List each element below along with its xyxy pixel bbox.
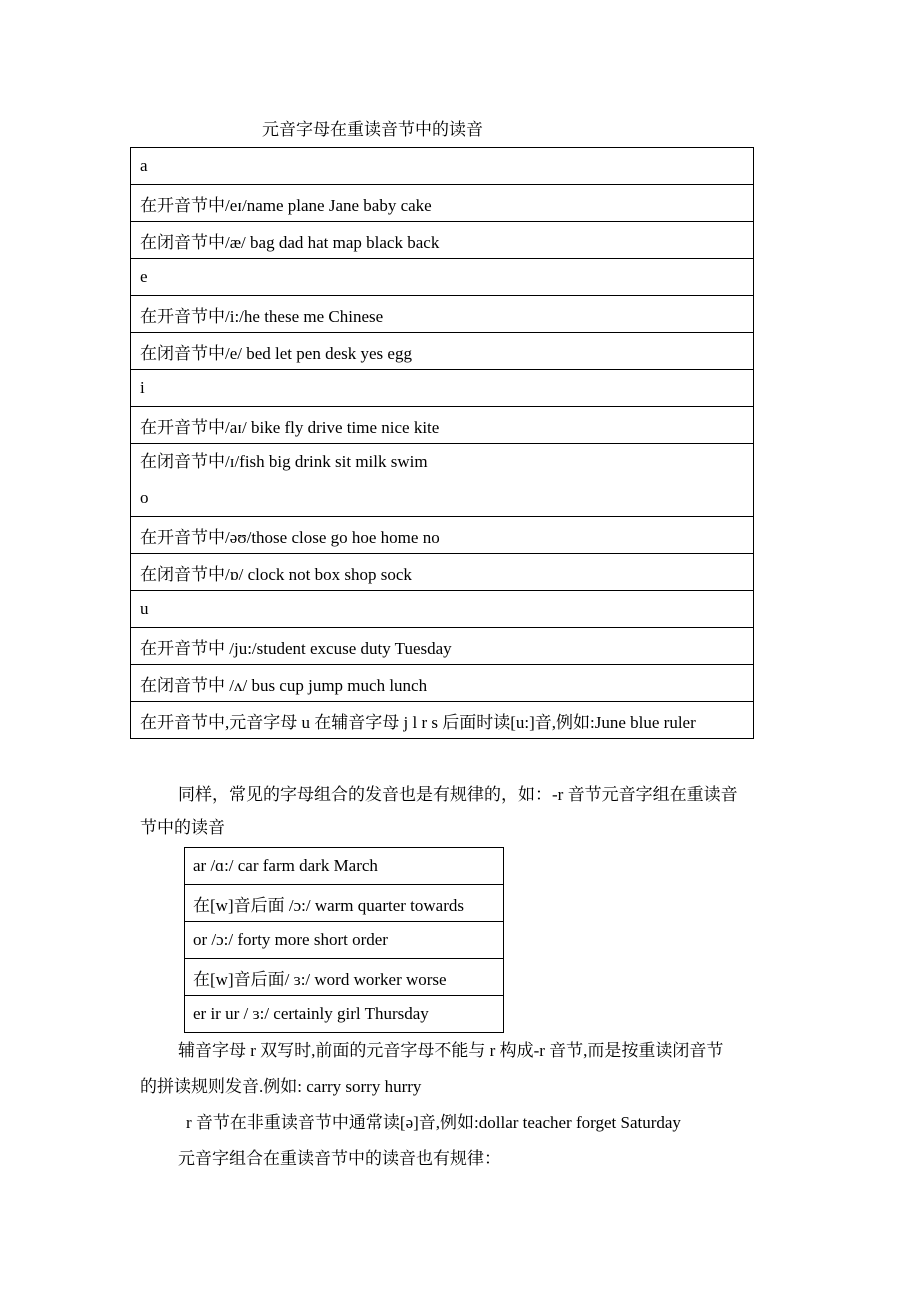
table-row: [131, 148, 754, 185]
table-cell: 在开音节中 /ju:/student excuse duty Tuesday: [131, 628, 754, 665]
table-cell: 在闭音节中 /ʌ/ bus cup jump much lunch: [131, 665, 754, 702]
table-row: [131, 628, 754, 665]
table-row: [131, 259, 754, 296]
table-title: 元音字母在重读音节中的读音: [262, 120, 483, 139]
table-row: [185, 885, 504, 922]
table-cell: ar /ɑ:/ car farm dark March: [185, 848, 504, 885]
table-cell: 在开音节中/eɪ/name plane Jane baby cake: [131, 185, 754, 222]
table-row: [131, 591, 754, 628]
table-cell: 在[w]音后面/ ɜ:/ word worker worse: [185, 959, 504, 996]
table-row: [131, 333, 754, 370]
paragraph-line: 节中的读音: [140, 818, 225, 837]
table-cell: 在开音节中,元音字母 u 在辅音字母 j l r s 后面时读[u:]音,例如:June blue ruler: [131, 702, 754, 739]
table-cell: 在闭音节中/e/ bed let pen desk yes egg: [131, 333, 754, 370]
table-row: [131, 517, 754, 554]
paragraph-line: 的拼读规则发音.例如: carry sorry hurry: [140, 1077, 422, 1096]
cell-line: o: [140, 488, 149, 507]
table-row: [131, 554, 754, 591]
r-syllable-table: [184, 847, 504, 1033]
paragraph-line: 同样，常见的字母组合的发音也是有规律的，如：-r 音节元音字组在重读音: [178, 785, 738, 804]
table-row: [131, 407, 754, 444]
table-row: [185, 996, 504, 1033]
paragraph-line: 元音字组合在重读音节中的读音也有规律：: [178, 1149, 501, 1168]
table-cell: [131, 444, 754, 517]
table-cell: or /ɔ:/ forty more short order: [185, 922, 504, 959]
table-row: [131, 702, 754, 739]
table-row: [185, 922, 504, 959]
table-cell: er ir ur / ɜ:/ certainly girl Thursday: [185, 996, 504, 1033]
cell-line: 在闭音节中/ɪ/fish big drink sit milk swim: [140, 452, 428, 471]
table-cell: a: [131, 148, 754, 185]
table-cell: 在开音节中/əʊ/those close go hoe home no: [131, 517, 754, 554]
table-cell: i: [131, 370, 754, 407]
paragraph-line: 辅音字母 r 双写时,前面的元音字母不能与 r 构成-r 音节,而是按重读闭音节: [178, 1041, 724, 1060]
table-row: [185, 848, 504, 885]
table-cell: 在[w]音后面 /ɔ:/ warm quarter towards: [185, 885, 504, 922]
table-cell: 在开音节中/i:/he these me Chinese: [131, 296, 754, 333]
table-row: [131, 222, 754, 259]
table-cell: 在开音节中/aɪ/ bike fly drive time nice kite: [131, 407, 754, 444]
vowel-reading-table: [130, 147, 754, 739]
table-row: [131, 296, 754, 333]
table-row: [185, 959, 504, 996]
table-row: [131, 185, 754, 222]
table-row: [131, 444, 754, 517]
table-cell: 在闭音节中/ɒ/ clock not box shop sock: [131, 554, 754, 591]
table-row: [131, 370, 754, 407]
table-cell: 在闭音节中/æ/ bag dad hat map black back: [131, 222, 754, 259]
table-row: [131, 665, 754, 702]
paragraph-line: r 音节在非重读音节中通常读[ə]音,例如:dollar teacher forget Saturday: [186, 1113, 681, 1132]
table-cell: e: [131, 259, 754, 296]
table-cell: u: [131, 591, 754, 628]
